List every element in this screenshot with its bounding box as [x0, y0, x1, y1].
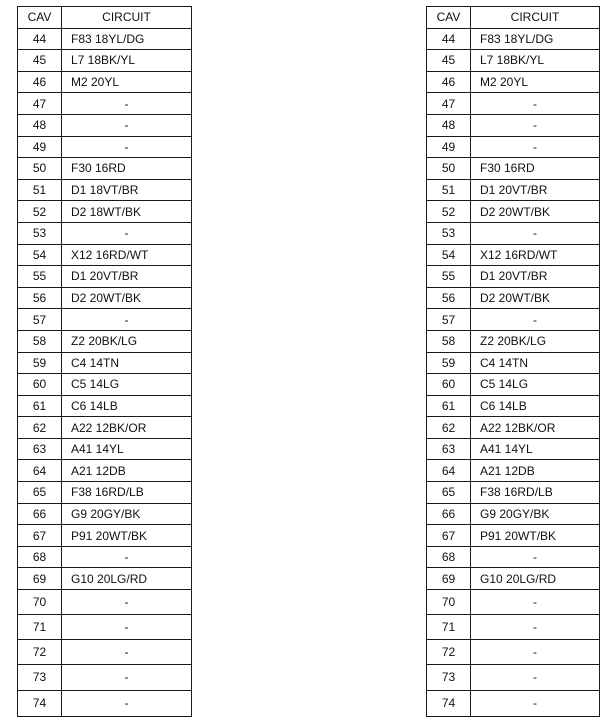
- circuit-cell: X12 16RD/WT: [471, 244, 600, 266]
- circuit-cell: -: [471, 222, 600, 244]
- circuit-cell: -: [471, 615, 600, 640]
- cav-cell: 45: [18, 50, 62, 72]
- table-row: [18, 244, 192, 266]
- cav-cell: 57: [427, 309, 471, 331]
- circuit-cell: -: [471, 309, 600, 331]
- cav-cell: 50: [18, 158, 62, 180]
- table-row: [427, 525, 600, 547]
- circuit-cell: F38 16RD/LB: [62, 482, 192, 504]
- circuit-cell: A22 12BK/OR: [471, 417, 600, 439]
- circuit-cell: -: [62, 309, 192, 331]
- circuit-cell: C4 14TN: [471, 352, 600, 374]
- circuit-cell: -: [471, 691, 600, 717]
- circuit-cell: -: [471, 114, 600, 136]
- circuit-cell: A21 12DB: [62, 460, 192, 482]
- right-connector-table: [426, 6, 600, 717]
- table-row: [18, 136, 192, 158]
- cav-cell: 56: [18, 287, 62, 309]
- table-row: [18, 525, 192, 547]
- table-row: [427, 503, 600, 525]
- table-row: [427, 93, 600, 115]
- cav-cell: 48: [427, 114, 471, 136]
- table-row: [427, 50, 600, 72]
- table-row: [427, 417, 600, 439]
- circuit-cell: X12 16RD/WT: [62, 244, 192, 266]
- table-row: [18, 222, 192, 244]
- circuit-cell: A22 12BK/OR: [62, 417, 192, 439]
- cav-cell: 53: [18, 222, 62, 244]
- cav-cell: 49: [427, 136, 471, 158]
- cav-cell: 71: [427, 615, 471, 640]
- cav-cell: 70: [18, 590, 62, 615]
- cav-cell: 49: [18, 136, 62, 158]
- cav-cell: 74: [427, 691, 471, 717]
- cav-cell: 48: [18, 114, 62, 136]
- left-table-body: [18, 28, 192, 716]
- cav-cell: 57: [18, 309, 62, 331]
- circuit-cell: G9 20GY/BK: [471, 503, 600, 525]
- table-row: [427, 179, 600, 201]
- table-row: [18, 640, 192, 665]
- cav-cell: 53: [427, 222, 471, 244]
- cav-cell: 55: [427, 266, 471, 288]
- cav-cell: 66: [18, 503, 62, 525]
- circuit-cell: G10 20LG/RD: [471, 568, 600, 590]
- table-row: [18, 352, 192, 374]
- table-row: [427, 438, 600, 460]
- cav-cell: 51: [427, 179, 471, 201]
- table-row: [427, 28, 600, 50]
- circuit-column-header: CIRCUIT: [471, 7, 600, 29]
- table-row: [427, 201, 600, 223]
- cav-cell: 68: [18, 546, 62, 568]
- circuit-cell: A41 14YL: [471, 438, 600, 460]
- table-row: [18, 330, 192, 352]
- circuit-cell: C5 14LG: [471, 374, 600, 396]
- cav-cell: 69: [18, 568, 62, 590]
- table-row: [427, 158, 600, 180]
- circuit-cell: -: [62, 640, 192, 665]
- circuit-cell: C6 14LB: [62, 395, 192, 417]
- table-row: [427, 330, 600, 352]
- table-row: [427, 568, 600, 590]
- cav-cell: 60: [18, 374, 62, 396]
- cav-cell: 72: [18, 640, 62, 665]
- cav-cell: 67: [18, 525, 62, 547]
- circuit-cell: F83 18YL/DG: [471, 28, 600, 50]
- circuit-cell: P91 20WT/BK: [62, 525, 192, 547]
- cav-cell: 71: [18, 615, 62, 640]
- circuit-cell: G9 20GY/BK: [62, 503, 192, 525]
- table-row: [18, 691, 192, 717]
- table-row: [18, 417, 192, 439]
- circuit-cell: -: [62, 615, 192, 640]
- cav-cell: 44: [427, 28, 471, 50]
- cav-cell: 54: [18, 244, 62, 266]
- circuit-cell: -: [62, 93, 192, 115]
- table-row: [427, 244, 600, 266]
- table-row: [18, 266, 192, 288]
- circuit-cell: D1 18VT/BR: [62, 179, 192, 201]
- table-row: [427, 395, 600, 417]
- cav-cell: 54: [427, 244, 471, 266]
- cav-cell: 46: [427, 71, 471, 93]
- cav-cell: 63: [18, 438, 62, 460]
- cav-cell: 73: [18, 665, 62, 691]
- cav-cell: 74: [18, 691, 62, 717]
- table-row: [427, 640, 600, 665]
- table-row: [18, 158, 192, 180]
- cav-cell: 65: [18, 482, 62, 504]
- circuit-cell: -: [62, 114, 192, 136]
- table-row: [18, 665, 192, 691]
- left-connector-table: [17, 6, 192, 717]
- table-row: [18, 201, 192, 223]
- table-row: [427, 615, 600, 640]
- circuit-cell: M2 20YL: [62, 71, 192, 93]
- circuit-cell: M2 20YL: [471, 71, 600, 93]
- cav-column-header: CAV: [18, 7, 62, 29]
- table-row: [18, 50, 192, 72]
- cav-cell: 59: [427, 352, 471, 374]
- cav-cell: 46: [18, 71, 62, 93]
- table-header-row: [18, 7, 192, 29]
- circuit-cell: F83 18YL/DG: [62, 28, 192, 50]
- cav-cell: 56: [427, 287, 471, 309]
- table-row: [18, 28, 192, 50]
- table-row: [427, 266, 600, 288]
- table-row: [427, 691, 600, 717]
- table-row: [427, 352, 600, 374]
- cav-cell: 67: [427, 525, 471, 547]
- circuit-cell: L7 18BK/YL: [471, 50, 600, 72]
- circuit-cell: D1 20VT/BR: [471, 266, 600, 288]
- table-row: [18, 114, 192, 136]
- circuit-cell: D1 20VT/BR: [62, 266, 192, 288]
- cav-cell: 50: [427, 158, 471, 180]
- cav-cell: 60: [427, 374, 471, 396]
- circuit-cell: L7 18BK/YL: [62, 50, 192, 72]
- table-row: [427, 374, 600, 396]
- cav-cell: 44: [18, 28, 62, 50]
- cav-cell: 55: [18, 266, 62, 288]
- cav-cell: 64: [427, 460, 471, 482]
- table-row: [18, 482, 192, 504]
- table-row: [18, 395, 192, 417]
- table-row: [427, 460, 600, 482]
- table-row: [427, 222, 600, 244]
- cav-cell: 58: [18, 330, 62, 352]
- table-row: [18, 460, 192, 482]
- cav-cell: 65: [427, 482, 471, 504]
- circuit-cell: D2 20WT/BK: [62, 287, 192, 309]
- cav-cell: 47: [18, 93, 62, 115]
- cav-cell: 62: [18, 417, 62, 439]
- circuit-cell: -: [471, 93, 600, 115]
- circuit-cell: -: [62, 590, 192, 615]
- circuit-cell: -: [471, 640, 600, 665]
- table-row: [18, 503, 192, 525]
- circuit-cell: C6 14LB: [471, 395, 600, 417]
- cav-cell: 52: [18, 201, 62, 223]
- table-row: [427, 309, 600, 331]
- circuit-cell: -: [471, 546, 600, 568]
- circuit-cell: -: [62, 546, 192, 568]
- circuit-cell: -: [62, 222, 192, 244]
- circuit-cell: D2 20WT/BK: [471, 201, 600, 223]
- cav-cell: 73: [427, 665, 471, 691]
- circuit-cell: F30 16RD: [471, 158, 600, 180]
- table-row: [18, 93, 192, 115]
- table-row: [18, 568, 192, 590]
- table-row: [18, 615, 192, 640]
- circuit-cell: -: [62, 665, 192, 691]
- cav-cell: 61: [18, 395, 62, 417]
- table-row: [427, 71, 600, 93]
- circuit-cell: D2 18WT/BK: [62, 201, 192, 223]
- circuit-cell: C4 14TN: [62, 352, 192, 374]
- table-header-row: [427, 7, 600, 29]
- circuit-cell: -: [62, 136, 192, 158]
- table-row: [18, 309, 192, 331]
- cav-cell: 51: [18, 179, 62, 201]
- table-row: [18, 590, 192, 615]
- table-row: [427, 114, 600, 136]
- circuit-cell: D1 20VT/BR: [471, 179, 600, 201]
- cav-cell: 66: [427, 503, 471, 525]
- right-table-body: [427, 28, 600, 716]
- circuit-cell: C5 14LG: [62, 374, 192, 396]
- table-row: [18, 287, 192, 309]
- circuit-cell: Z2 20BK/LG: [471, 330, 600, 352]
- cav-cell: 45: [427, 50, 471, 72]
- circuit-cell: Z2 20BK/LG: [62, 330, 192, 352]
- table-row: [427, 482, 600, 504]
- cav-cell: 72: [427, 640, 471, 665]
- cav-cell: 58: [427, 330, 471, 352]
- table-row: [18, 438, 192, 460]
- table-row: [427, 136, 600, 158]
- cav-column-header: CAV: [427, 7, 471, 29]
- cav-cell: 62: [427, 417, 471, 439]
- cav-cell: 64: [18, 460, 62, 482]
- circuit-cell: G10 20LG/RD: [62, 568, 192, 590]
- table-row: [18, 179, 192, 201]
- table-row: [18, 374, 192, 396]
- circuit-cell: -: [471, 590, 600, 615]
- cav-cell: 63: [427, 438, 471, 460]
- cav-cell: 59: [18, 352, 62, 374]
- table-row: [427, 546, 600, 568]
- cav-cell: 69: [427, 568, 471, 590]
- circuit-cell: -: [62, 691, 192, 717]
- circuit-cell: D2 20WT/BK: [471, 287, 600, 309]
- circuit-cell: F38 16RD/LB: [471, 482, 600, 504]
- circuit-cell: -: [471, 136, 600, 158]
- cav-cell: 52: [427, 201, 471, 223]
- cav-cell: 68: [427, 546, 471, 568]
- cav-cell: 47: [427, 93, 471, 115]
- table-row: [427, 287, 600, 309]
- circuit-cell: A41 14YL: [62, 438, 192, 460]
- circuit-cell: A21 12DB: [471, 460, 600, 482]
- circuit-cell: P91 20WT/BK: [471, 525, 600, 547]
- cav-cell: 70: [427, 590, 471, 615]
- circuit-cell: -: [471, 665, 600, 691]
- table-row: [18, 546, 192, 568]
- table-row: [18, 71, 192, 93]
- table-row: [427, 590, 600, 615]
- table-row: [427, 665, 600, 691]
- cav-cell: 61: [427, 395, 471, 417]
- circuit-column-header: CIRCUIT: [62, 7, 192, 29]
- circuit-cell: F30 16RD: [62, 158, 192, 180]
